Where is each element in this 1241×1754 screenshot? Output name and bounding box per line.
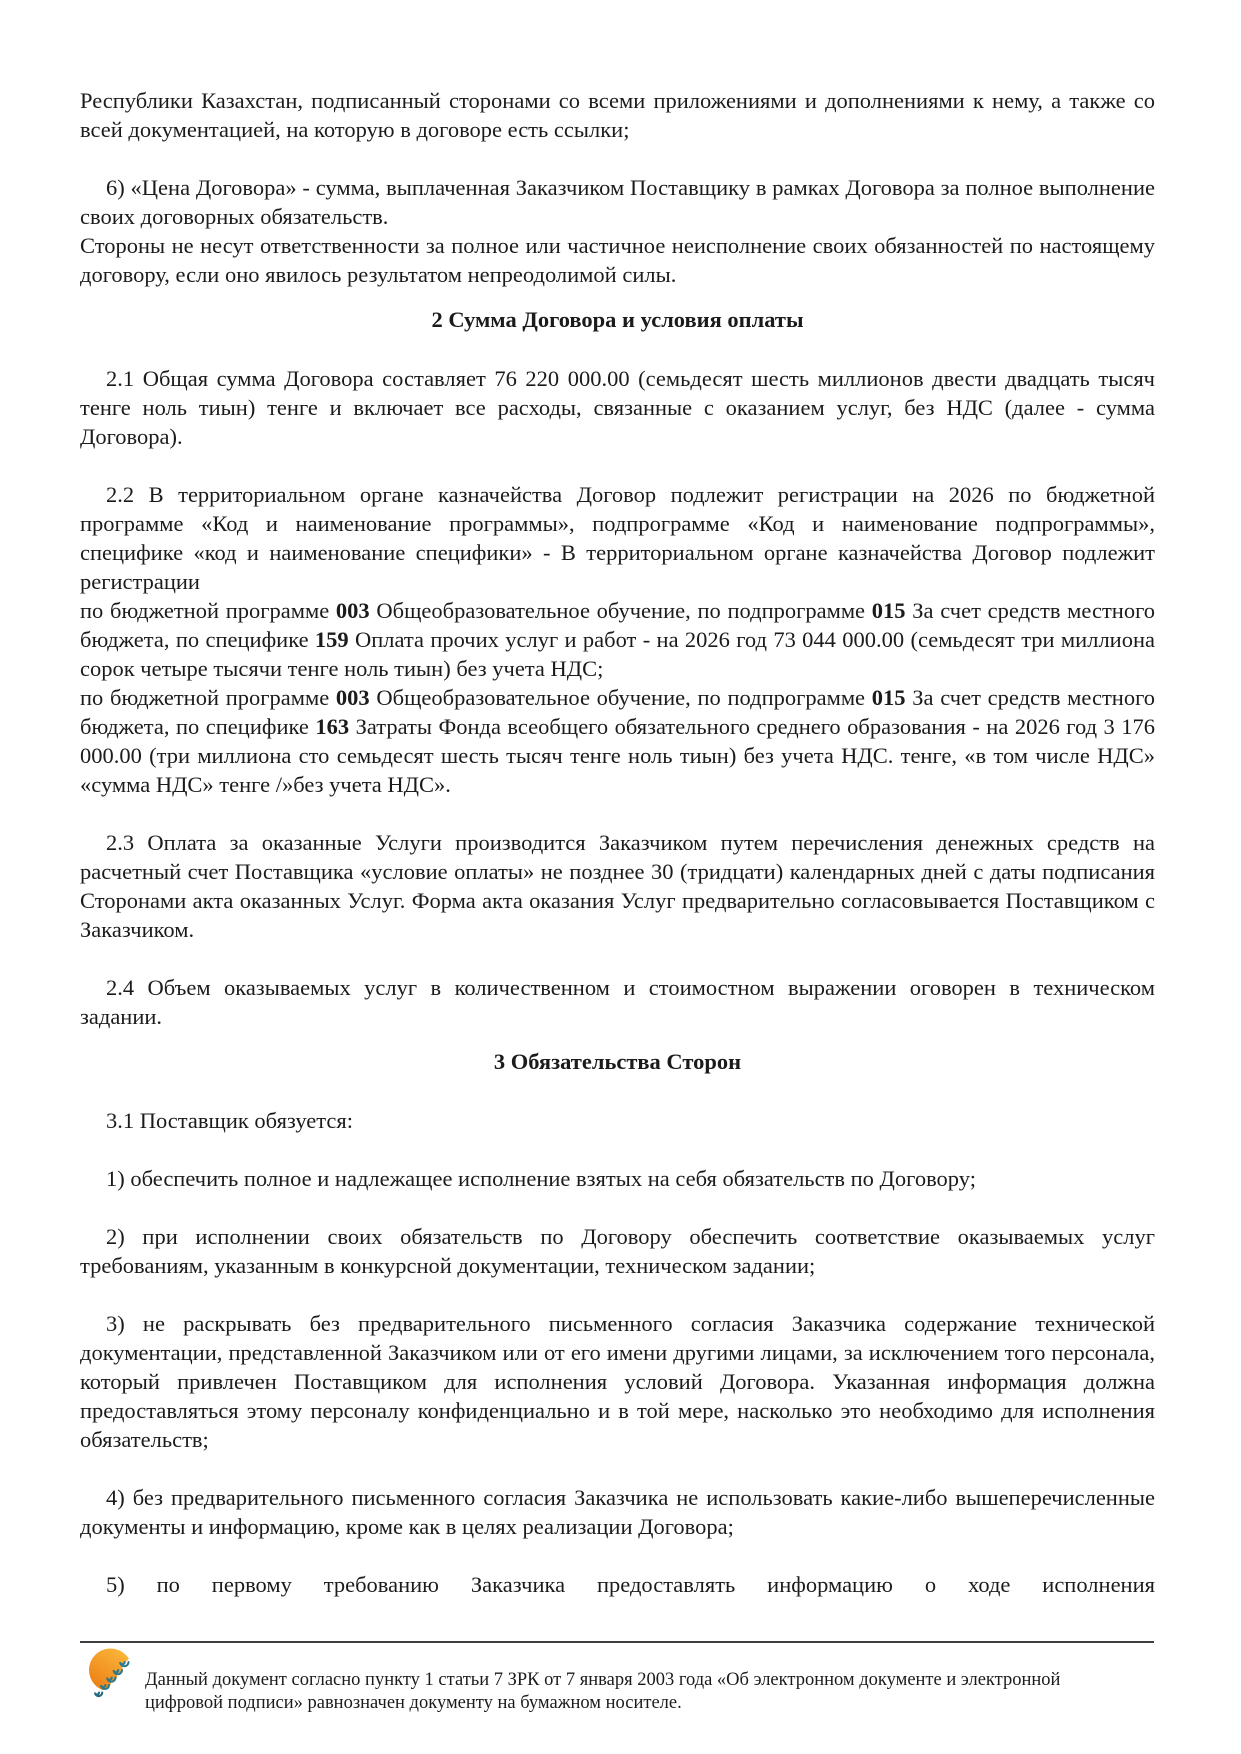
clause-3-1: 3.1 Поставщик обязуется: [106,1108,353,1133]
para-force-majeure: Стороны не несут ответственности за полное или частичное неисполнение своих обязанностей по настоящему договору, если оно явилось результатом непреодолимой силы. [80,233,1155,287]
clause-2-2-program-163: по бюджетной программе 003 Общеобразовательное обучение, по подпрограмме 015 За счет средств местного бюджета, по специфике 163 Затраты Фонда всеобщего обязательного среднего образования - на 2026 год 3 176 000.00 (три миллиона сто семьдесят шесть тысяч тенге ноль тиын) без учета НДС. тенге, «в том числе НДС» «сумма НДС» тенге /»без учета НДС». [80,685,1155,797]
item-3-1-4: 4) без предварительного письменного согласия Заказчика не использовать какие-либо вышеперечисленные документы и информацию, кроме как в целях реализации Договора; [80,1485,1155,1539]
item-3-1-5: 5) по первому требованию Заказчика предоставлять информацию о ходе исполнения [106,1572,1155,1597]
clause-2-3: 2.3 Оплата за оказанные Услуги производится Заказчиком путем перечисления денежных средств на расчетный счет Поставщика «условие оплаты» не позднее 30 (тридцати) календарных дней с даты подписания Сторонами акта оказанных Услуг. Форма акта оказания Услуг предварительно согласовывается Поставщиком с Заказчиком. [80,830,1155,942]
item-3-1-3: 3) не раскрывать без предварительного письменного согласия Заказчика содержание технической документации, представленной Заказчиком или от его имени другими лицами, за исключением того персонала, который привлечен Поставщиком для исполнения условий Договора. Указанная информация должна предоставляться этому персоналу конфиденциально и в той мере, насколько это необходимо для исполнения обязательств; [80,1311,1155,1452]
clause-2-1: 2.1 Общая сумма Договора составляет 76 220 000.00 (семьдесят шесть миллионов двести двадцать тысяч тенге ноль тиын) тенге и включает все расходы, связанные с оказанием услуг, без НДС (далее - сумма Договора). [80,366,1155,449]
clause-2-2-intro: 2.2 В территориальном органе казначейства Договор подлежит регистрации на 2026 по бюджетной программе «Код и наименование программы», подпрограмме «Код и наименование подпрограммы», специфике «код и наименование специфики» - В территориальном органе казначейства Договор подлежит регистрации [80,482,1155,594]
heading-section-2: 2 Сумма Договора и условия оплаты [431,307,804,332]
heading-section-3: 3 Обязательства Сторон [493,1049,742,1074]
document-body [80,86,1155,1599]
para-def-contract-price: 6) «Цена Договора» - сумма, выплаченная Заказчиком Поставщику в рамках Договора за полное выполнение своих договорных обязательств. [80,175,1155,229]
para-contract-annexes: Республики Казахстан, подписанный сторонами со всеми приложениями и дополнениями к нему, а также со всей документацией, на которую в договоре есть ссылки; [80,88,1155,142]
item-3-1-2: 2) при исполнении своих обязательств по Договору обеспечить соответствие оказываемых услуг требованиям, указанным в конкурсной документации, техническом задании; [80,1224,1155,1278]
footer-divider [80,1641,1154,1643]
footer-note: Данный документ согласно пункту 1 статьи 7 ЗРК от 7 января 2003 года «Об электронном документе и электронной цифровой подписи» равнозначен документу на бумажном носителе. [145,1669,1061,1713]
clause-2-4: 2.4 Объем оказываемых услуг в количественном и стоимостном выражении оговорен в техническом задании. [80,975,1155,1029]
item-3-1-1: 1) обеспечить полное и надлежащее исполнение взятых на себя обязательств по Договору; [106,1166,976,1191]
clause-2-2-program-159: по бюджетной программе 003 Общеобразовательное обучение, по подпрограмме 015 За счет средств местного бюджета, по специфике 159 Оплата прочих услуг и работ - на 2026 год 73 044 000.00 (семьдесят три миллиона сорок четыре тысячи тенге ноль тиын) без учета НДС; [80,598,1155,681]
goszakup-logo-icon [88,1646,134,1702]
